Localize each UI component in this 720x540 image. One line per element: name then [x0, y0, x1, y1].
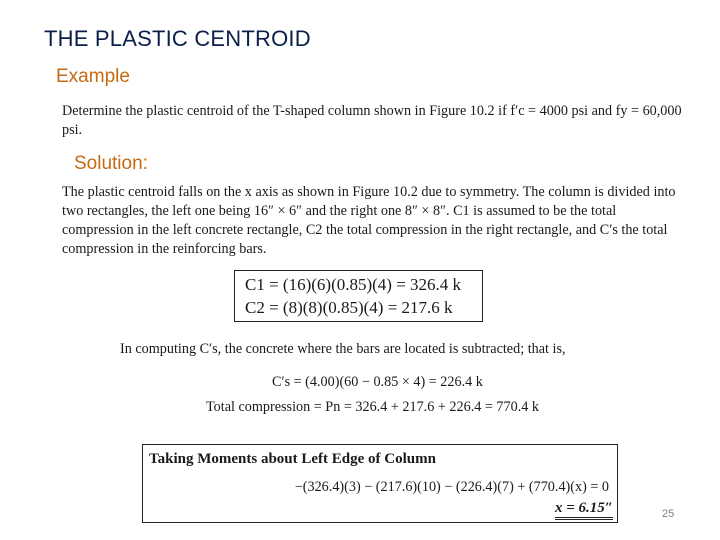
- bar-compression-note: In computing C′s, the concrete where the bars are located is subtracted; that is,: [120, 341, 566, 357]
- moments-equation: −(326.4)(3) − (217.6)(10) − (226.4)(7) + (770.4)(x) = 0: [294, 479, 609, 495]
- page-number: 25: [662, 508, 675, 520]
- moments-title: Taking Moments about Left Edge of Column: [149, 451, 436, 467]
- problem-statement: Determine the plastic centroid of the T-shaped column shown in Figure 10.2 if f′c = 4000 psi and fy = 60,000 psi.: [62, 103, 682, 138]
- c1-equation: C1 = (16)(6)(0.85)(4) = 326.4 k: [245, 275, 462, 294]
- example-label: Example: [56, 66, 130, 87]
- centroid-result: x = 6.15″: [555, 500, 613, 520]
- moments-box: [142, 444, 618, 523]
- slide-title: THE PLASTIC CENTROID: [44, 26, 311, 51]
- compression-equations-box: [234, 270, 483, 322]
- cs-equation: C′s = (4.00)(60 − 0.85 × 4) = 226.4 k: [272, 374, 483, 390]
- c2-equation: C2 = (8)(8)(0.85)(4) = 217.6 k: [245, 298, 453, 317]
- solution-paragraph: The plastic centroid falls on the x axis as shown in Figure 10.2 due to symmetry. The column is divided into two rectangles, the left one being 16″ × 6″ and the right one 8″ × 8″. C1 is assumed to be the total compression in the left concrete rectangle, C2 the total compression in the right rectangle, and C′s the total compression in the reinforcing bars.: [62, 184, 676, 257]
- total-compression-equation: Total compression = Pn = 326.4 + 217.6 + 226.4 = 770.4 k: [206, 399, 539, 415]
- solution-label: Solution:: [74, 153, 148, 174]
